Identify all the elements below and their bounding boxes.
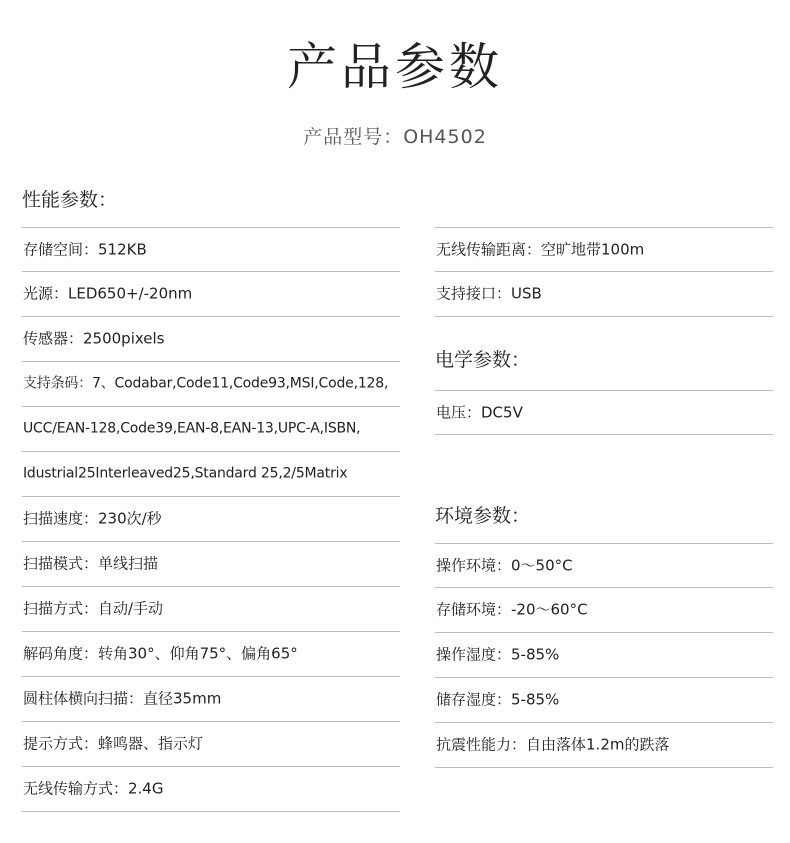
param-row-sensor	[22, 317, 400, 362]
param-text: 操作环境：0～50°C	[436, 556, 573, 575]
param-text: 提示方式：蜂鸣器、指示灯	[23, 734, 204, 753]
electrical-heading: 电学参数：	[435, 349, 531, 371]
performance-heading: 性能参数：	[22, 189, 118, 211]
environment-heading: 环境参数：	[435, 505, 531, 527]
param-row-decode-angle	[22, 632, 400, 677]
param-text: 抗震性能力：自由落体1.2m的跌落	[436, 735, 670, 754]
param-row-wireless-distance	[435, 227, 773, 272]
param-text: 无线传输方式：2.4G	[23, 779, 164, 798]
page-title: 产品参数	[287, 38, 503, 96]
param-row-shock-resistance	[435, 723, 773, 768]
param-text: 存储空间：512KB	[23, 240, 147, 259]
param-text: 解码角度：转角30°、仰角75°、偏角65°	[23, 644, 298, 663]
param-row-scan-method	[22, 587, 400, 632]
param-text: Idustrial25Interleaved25,Standard 25,2/5Matrix	[23, 465, 348, 482]
param-text: 支持接口：USB	[436, 284, 542, 303]
param-row-light-source	[22, 272, 400, 317]
param-text: 传感器：2500pixels	[23, 329, 165, 348]
param-row-scan-speed	[22, 497, 400, 542]
param-text: 光源：LED650+/-20nm	[23, 284, 193, 303]
param-row-barcodes-2	[22, 407, 400, 452]
param-text: 电压：DC5V	[436, 403, 523, 422]
param-text: 扫描模式：单线扫描	[23, 554, 159, 573]
param-row-scan-mode	[22, 542, 400, 587]
param-text: 支持条码：7、Codabar,Code11,Code93,MSI,Code,128,	[23, 375, 389, 392]
param-text: 扫描方式：自动/手动	[23, 599, 164, 618]
param-row-barcodes-1	[22, 362, 400, 407]
param-row-storage-temp	[435, 588, 773, 633]
param-row-storage-humidity	[435, 678, 773, 723]
param-row-wireless-mode	[22, 767, 400, 812]
product-model: 产品型号：OH4502	[303, 126, 487, 148]
param-row-operating-temp	[435, 543, 773, 588]
param-row-interface	[435, 272, 773, 317]
param-text: 圆柱体横向扫描：直径35mm	[23, 689, 222, 708]
param-row-operating-humidity	[435, 633, 773, 678]
param-row-voltage	[435, 390, 773, 435]
param-text: 储存湿度：5-85%	[436, 690, 560, 709]
param-text: UCC/EAN-128,Code39,EAN-8,EAN-13,UPC-A,ISBN,	[23, 420, 361, 437]
param-text: 操作湿度：5-85%	[436, 645, 560, 664]
param-text: 扫描速度：230次/秒	[23, 509, 162, 528]
param-text: 无线传输距离：空旷地带100m	[436, 240, 645, 259]
param-row-prompt	[22, 722, 400, 767]
param-row-cylinder-scan	[22, 677, 400, 722]
param-row-barcodes-3	[22, 452, 400, 497]
param-text: 存储环境：-20～60°C	[436, 600, 588, 619]
param-row-storage	[22, 227, 400, 272]
